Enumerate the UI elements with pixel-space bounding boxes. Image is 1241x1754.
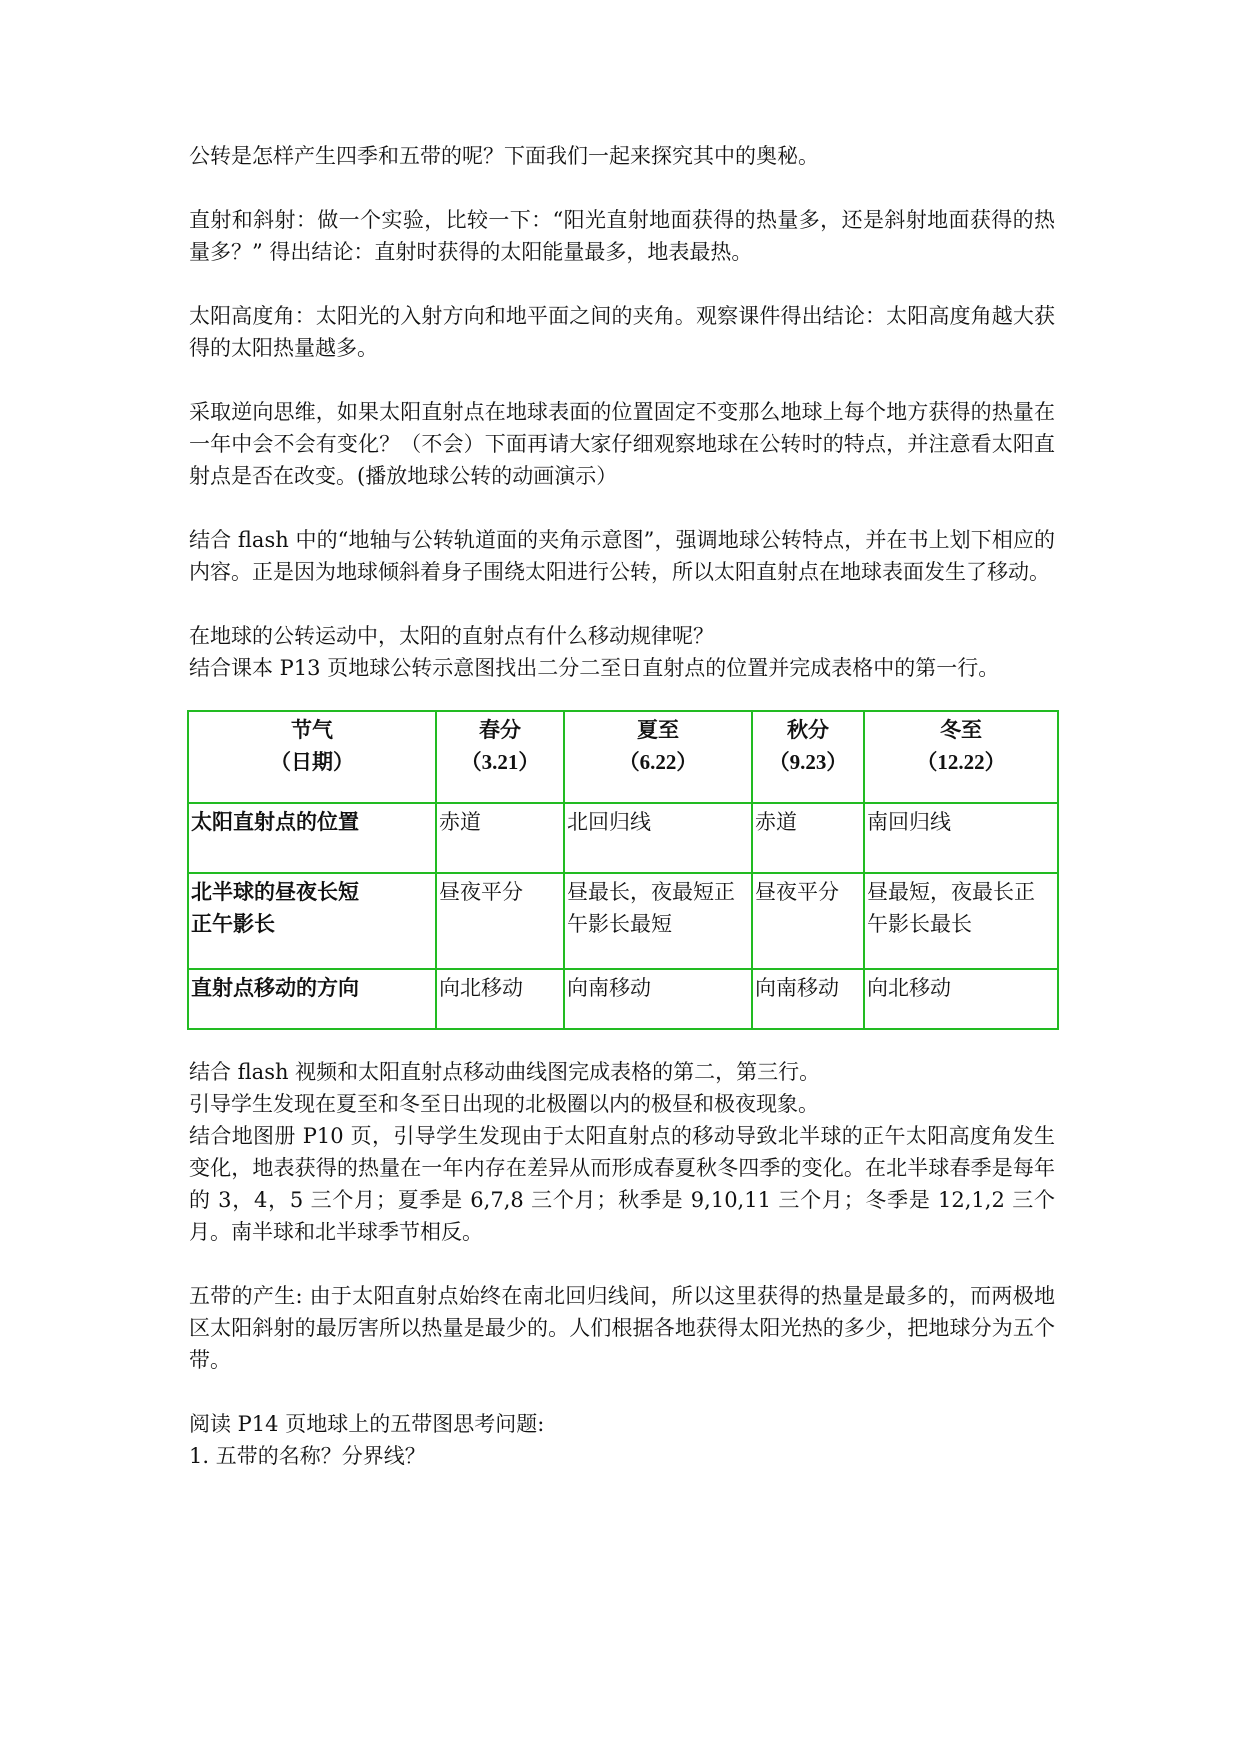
table-row [188,873,1058,969]
reading-line: 阅读 P14 页地球上的五带图思考问题: [189,1412,545,1436]
row-label: 北半球的昼夜长短 正午影长 [188,873,436,969]
table-cell: 赤道 [436,803,564,873]
table-cell: 昼最短，夜最长正午影长最长 [864,873,1058,969]
paragraph-four-seasons: 结合地图册 P10 页，引导学生发现由于太阳直射点的移动导致北半球的正午太阳高度角发生变化，地表获得的热量在一年内存在差异从而形成春夏秋冬四季的变化。在北半球春季是每年的 3，4，5 三个月；夏季是 6,7,8 三个月；秋季是 9,10,11 三个月；冬季是 12,1,2 三个月。南半球和北半球季节相反。 [189,1124,1055,1244]
table-cell: 昼夜平分 [752,873,864,969]
question-list-item: 1. 五带的名称？分界线？ [189,1444,426,1468]
header-term-date: （12.22） [916,750,1006,774]
header-cell-winter-solstice [864,711,1058,803]
table-cell: 向北移动 [436,969,564,1029]
paragraph-direct-oblique: 直射和斜射：做一个实验，比较一下：“阳光直射地面获得的热量多，还是斜射地面获得的热量多？” 得出结论：直射时获得的太阳能量最多，地表最热。 [189,208,1055,264]
paragraph-polar-day-night: 引导学生发现在夏至和冬至日出现的北极圈以内的极昼和极夜现象。 [189,1092,819,1116]
table-cell: 南回归线 [864,803,1058,873]
header-cell-term [188,711,436,803]
header-term-name: 秋分 [787,718,829,742]
table-header-row [188,711,1058,803]
header-term-date: （9.23） [768,750,848,774]
task-line: 结合课本 P13 页地球公转示意图找出二分二至日直射点的位置并完成表格中的第一行。 [189,656,1000,680]
table-cell: 向北移动 [864,969,1058,1029]
table-cell: 赤道 [752,803,864,873]
table-cell: 向南移动 [752,969,864,1029]
header-term-date: （3.21） [460,750,540,774]
header-term-date: （日期） [270,750,354,774]
question-line: 在地球的公转运动中，太阳的直射点有什么移动规律呢？ [189,624,714,648]
paragraph-flash-diagram: 结合 flash 中的“地轴与公转轨道面的夹角示意图”，强调地球公转特点，并在书上划下相应的内容。正是因为地球倾斜着身子围绕太阳进行公转，所以太阳直射点在地球表面发生了移动。 [189,528,1055,584]
header-term-name: 冬至 [940,718,982,742]
paragraph-reverse-thinking: 采取逆向思维，如果太阳直射点在地球表面的位置固定不变那么地球上每个地方获得的热量在一年中会不会有变化？（不会）下面再请大家仔细观察地球在公转时的特点，并注意看太阳直射点是否在改变。(播放地球公转的动画演示） [189,400,1055,488]
header-term-name: 节气 [291,718,333,742]
paragraph-flash-video: 结合 flash 视频和太阳直射点移动曲线图完成表格的第二，第三行。 [189,1060,821,1084]
table-row [188,969,1058,1029]
table-cell: 向南移动 [564,969,752,1029]
header-term-name: 春分 [479,718,521,742]
paragraph-five-zones: 五带的产生: 由于太阳直射点始终在南北回归线间，所以这里获得的热量是最多的，而两极地区太阳斜射的最厉害所以热量是最少的。人们根据各地获得太阳光热的多少，把地球分为五个带。 [189,1284,1055,1372]
header-cell-spring-equinox [436,711,564,803]
solar-terms-table [187,710,1059,1030]
paragraph-sun-angle: 太阳高度角：太阳光的入射方向和地平面之间的夹角。观察课件得出结论：太阳高度角越大获得的太阳热量越多。 [189,304,1055,360]
header-term-name: 夏至 [637,718,679,742]
header-cell-autumn-equinox [752,711,864,803]
row-label: 直射点移动的方向 [188,969,436,1029]
header-term-date: （6.22） [618,750,698,774]
table-cell: 北回归线 [564,803,752,873]
table-cell: 昼最长，夜最短正午影长最短 [564,873,752,969]
paragraph-intro: 公转是怎样产生四季和五带的呢？下面我们一起来探究其中的奥秘。 [189,144,819,168]
row-label: 太阳直射点的位置 [188,803,436,873]
table-row [188,803,1058,873]
header-cell-summer-solstice [564,711,752,803]
document-page [189,140,1055,1472]
table-cell: 昼夜平分 [436,873,564,969]
